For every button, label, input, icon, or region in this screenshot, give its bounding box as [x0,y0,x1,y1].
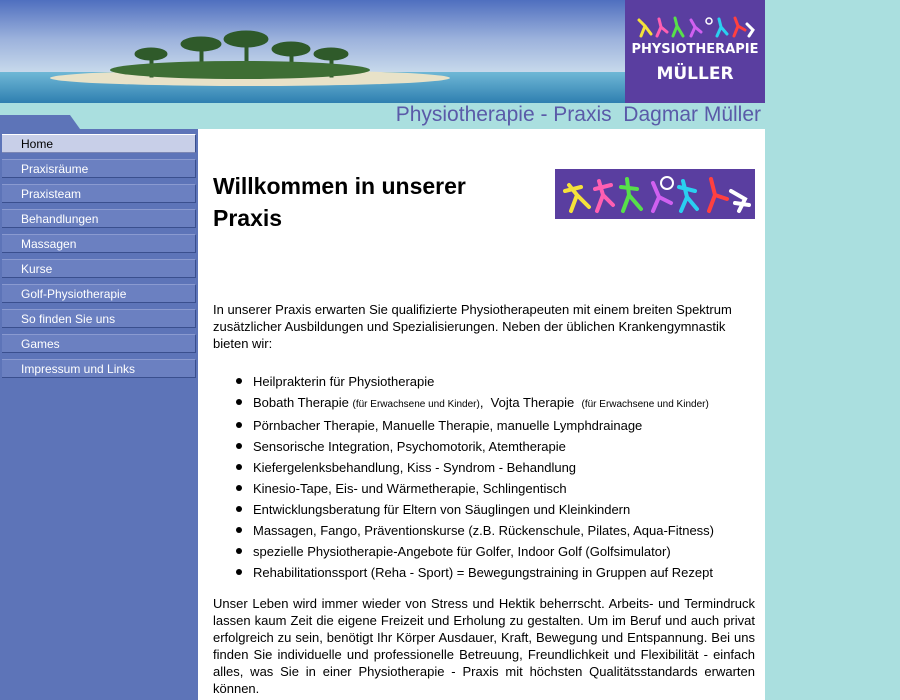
list-item: Bobath Therapie (für Erwachsene und Kinder), Vojta Therapie (für Erwachsene und Kinder) [253,392,753,415]
athlete-figures-icon [555,169,755,219]
service-vojta-note: (für Erwachsene und Kinder) [581,399,709,410]
strip-corner-decoration [0,115,80,129]
header-banner [0,0,765,103]
main-content [198,129,765,700]
physiotherapie-mueller-logo[interactable] [625,0,765,103]
list-item: Rehabilitationssport (Reha - Sport) = Bewegungstraining in Gruppen auf Rezept [253,562,753,583]
list-item: Massagen, Fango, Präventionskurse (z.B. Rückenschule, Pilates, Aqua-Fitness) [253,520,753,541]
nav-item-golf-physiotherapie[interactable]: Golf-Physiotherapie [2,284,196,303]
nav-item-praxisraeume[interactable]: Praxisräume [2,159,196,178]
nav-item-massagen[interactable]: Massagen [2,234,196,253]
nav-item-games[interactable]: Games [2,334,196,353]
list-item: Entwicklungsberatung für Eltern von Säuglingen und Kleinkindern [253,499,753,520]
nav-item-impressum[interactable]: Impressum und Links [2,359,196,378]
list-item: Heilprakterin für Physiotherapie [253,371,753,392]
list-item: Kinesio-Tape, Eis- und Wärmetherapie, Schlingentisch [253,478,753,499]
logo-text-line1: PHYSIOTHERAPIE [631,42,759,57]
athletes-banner-image [555,169,755,219]
nav-item-so-finden-sie-uns[interactable]: So finden Sie uns [2,309,196,328]
athlete-figures-icon [635,16,755,38]
list-item: Pörnbacher Therapie, Manuelle Therapie, manuelle Lymphdrainage [253,415,753,436]
nav-item-home[interactable]: Home [2,134,196,153]
island-banner-image [0,0,625,103]
nav-item-kurse[interactable]: Kurse [2,259,196,278]
site-title: Physiotherapie - Praxis Dagmar Müller [395,103,761,126]
intro-text: In unserer Praxis erwarten Sie qualifizierte Physiotherapeuten mit einem breiten Spektrum zusätzlicher Ausbildungen und Spezialisierungen. Neben der üblichen Krankengymnastik bieten wir: [213,302,732,351]
outro-text: Unser Leben wird immer wieder von Stress und Hektik beherrscht. Arbeits- und Termindruck lassen kaum Zeit die eigene Freizeit und Erholung zu gestalten. Um im Beruf und auch privat erfolgreich zu sein, benötigt Ihr Körper Ausdauer, Kraft, Bewegung und Entspannung. Bei uns finden Sie individuelle und professionelle Betreuung, Freundlichkeit und Flexibilität - einfach alles, was Sie in einer Physiotherapie - Praxis mit höchsten Qualitätsstandards erwarten können. [213,596,755,696]
service-bobath: Bobath Therapie [253,395,349,410]
page-title: Willkommen in unserer Praxis [213,173,466,231]
services-list [213,371,753,583]
service-vojta: Vojta Therapie [490,395,575,410]
list-item: Kiefergelenksbehandlung, Kiss - Syndrom - Behandlung [253,457,753,478]
list-item: Sensorische Integration, Psychomotorik, Atemtherapie [253,436,753,457]
nav-item-praxisteam[interactable]: Praxisteam [2,184,196,203]
main-navigation [2,134,196,384]
sidebar [0,129,198,700]
nav-item-behandlungen[interactable]: Behandlungen [2,209,196,228]
list-item: spezielle Physiotherapie-Angebote für Golfer, Indoor Golf (Golfsimulator) [253,541,753,562]
logo-text-line2: MÜLLER [656,64,734,84]
service-bobath-note: (für Erwachsene und Kinder) [352,399,480,410]
title-strip [0,103,765,129]
